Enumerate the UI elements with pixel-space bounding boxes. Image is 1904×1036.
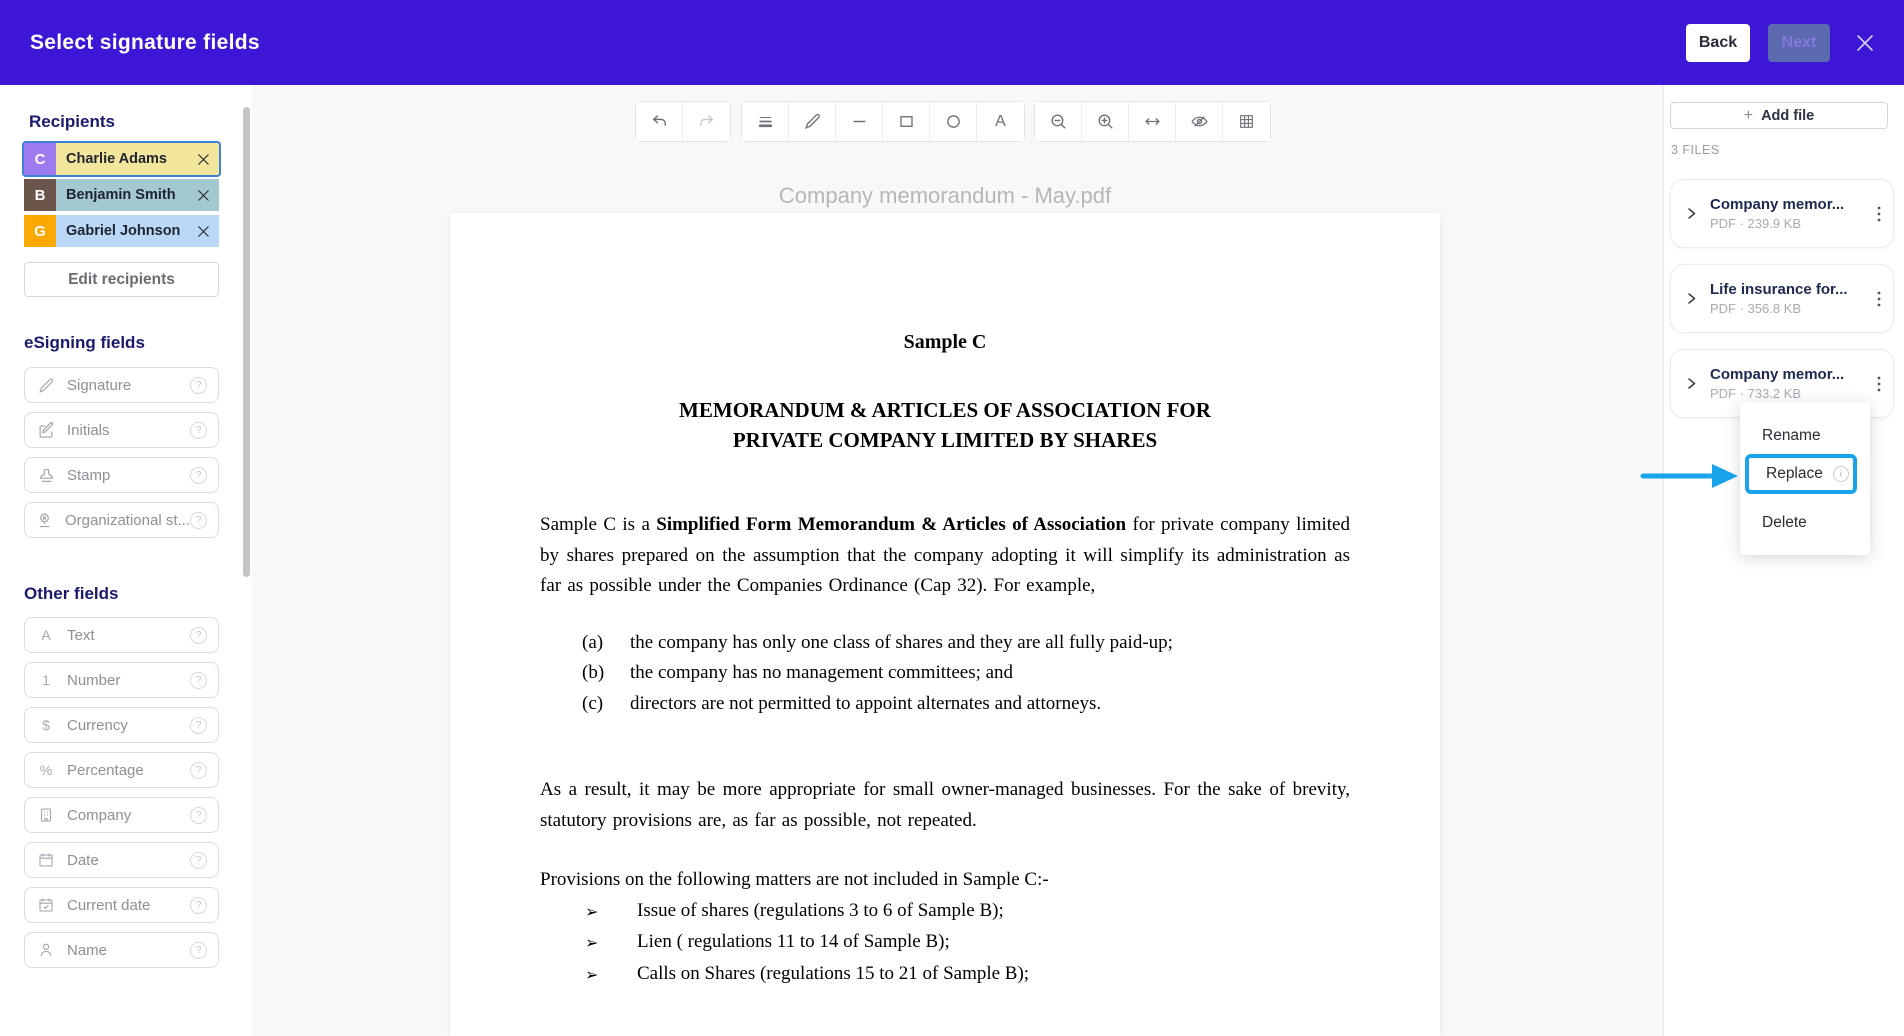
- text-icon: A: [41, 627, 51, 643]
- field-company[interactable]: [24, 797, 219, 833]
- avatar: B: [24, 179, 56, 211]
- stamp-icon: [36, 467, 56, 484]
- percentage-icon: %: [39, 762, 53, 778]
- name-icon: [36, 942, 56, 958]
- remove-recipient-icon[interactable]: [197, 153, 210, 166]
- help-icon[interactable]: ?: [190, 467, 207, 484]
- current-date-icon: [36, 897, 56, 913]
- field-label: Text: [67, 626, 95, 644]
- zoom-in-icon[interactable]: [1082, 102, 1129, 141]
- file-name: Company memor...: [1710, 366, 1845, 383]
- top-bar: [0, 0, 1904, 85]
- topbar-actions: [1686, 24, 1876, 62]
- pencil-icon[interactable]: [789, 102, 836, 141]
- help-icon[interactable]: ?: [190, 807, 207, 824]
- file-card-1[interactable]: [1670, 179, 1894, 248]
- help-icon[interactable]: ?: [190, 942, 207, 959]
- close-icon[interactable]: [1854, 32, 1876, 54]
- file-name: Life insurance for...: [1710, 281, 1848, 298]
- sidebar-scrollbar[interactable]: [243, 107, 250, 577]
- recipient-row-charlie-adams[interactable]: [24, 143, 219, 175]
- pdf-page: [450, 213, 1440, 1036]
- avatar: G: [24, 215, 56, 247]
- field-text[interactable]: [24, 617, 219, 653]
- field-number[interactable]: [24, 662, 219, 698]
- date-icon: [36, 852, 56, 868]
- list-item: (c) directors are not permitted to appoint alternates and attorneys.: [582, 692, 1102, 714]
- redo-icon[interactable]: [683, 102, 730, 141]
- field-currency[interactable]: [24, 707, 219, 743]
- field-label: Date: [67, 851, 99, 869]
- recipient-row-benjamin-smith[interactable]: [24, 179, 219, 211]
- field-name[interactable]: [24, 932, 219, 968]
- bullet-item: ➢ Issue of shares (regulations 3 to 6 of Sample B);: [585, 899, 1004, 921]
- next-button[interactable]: Next: [1768, 24, 1830, 62]
- kebab-menu-icon[interactable]: [1877, 290, 1881, 308]
- bullet-item: ➢ Lien ( regulations 11 to 14 of Sample B);: [585, 931, 950, 952]
- menu-item-rename[interactable]: Rename: [1762, 427, 1821, 444]
- bullet-item: ➢ Calls on Shares (regulations 15 to 21 of Sample B);: [585, 962, 1030, 984]
- currency-icon: $: [42, 717, 50, 733]
- field-percentage[interactable]: [24, 752, 219, 788]
- field-initials[interactable]: [24, 412, 219, 448]
- chevron-right-icon[interactable]: [1684, 376, 1699, 391]
- field-label: Company: [67, 806, 132, 824]
- file-info: [1710, 196, 1877, 231]
- add-file-label: Add file: [1761, 107, 1815, 124]
- help-icon[interactable]: ?: [190, 897, 207, 914]
- ellipse-icon[interactable]: [930, 102, 977, 141]
- field-label: Currency: [67, 716, 128, 734]
- recipient-name: Gabriel Johnson: [66, 223, 181, 239]
- help-icon[interactable]: ?: [190, 422, 207, 439]
- number-icon: 1: [42, 672, 50, 688]
- recipients-list: [24, 143, 252, 247]
- help-icon[interactable]: ?: [190, 672, 207, 689]
- help-icon[interactable]: ?: [190, 762, 207, 779]
- files-panel: [1663, 85, 1904, 1036]
- other-fields-heading: Other fields: [24, 584, 119, 603]
- doc-heading: MEMORANDUM & ARTICLES OF ASSOCIATION FOR PRIVATE COMPANY LIMITED BY SHARES: [679, 398, 1211, 452]
- signature-pencil-icon: [36, 377, 56, 394]
- fit-width-icon[interactable]: [1129, 102, 1176, 141]
- add-file-button[interactable]: [1670, 102, 1888, 129]
- field-organizational-stamp[interactable]: [24, 502, 219, 538]
- company-icon: [36, 807, 56, 823]
- zoom-out-icon[interactable]: [1035, 102, 1082, 141]
- kebab-menu-icon[interactable]: [1877, 205, 1881, 223]
- toolbar-view-group: [1034, 101, 1271, 142]
- file-info: [1710, 281, 1877, 316]
- avatar: C: [24, 143, 56, 175]
- field-label: Name: [67, 941, 108, 959]
- document-canvas: [252, 85, 1663, 1036]
- field-current-date[interactable]: [24, 887, 219, 923]
- recipient-name: Charlie Adams: [66, 151, 167, 167]
- recipients-heading: Recipients: [29, 112, 115, 131]
- help-icon[interactable]: ?: [190, 717, 207, 734]
- page-title: Select signature fields: [30, 30, 260, 54]
- field-label: Organizational st...: [64, 511, 190, 529]
- undo-icon[interactable]: [636, 102, 683, 141]
- file-card-2[interactable]: [1670, 264, 1894, 333]
- field-label: Current date: [67, 896, 151, 914]
- recipients-fields-sidebar: [0, 85, 252, 1036]
- file-meta: PDF · 733.2 KB: [1710, 386, 1802, 401]
- file-info: [1710, 366, 1877, 401]
- help-icon[interactable]: ?: [190, 627, 207, 644]
- doc-paragraph-2: As a result, it may be more appropriate for small owner-managed businesses. For the sake of brevity, statutory provisions are, as far as possible, not repeated.: [540, 779, 1350, 831]
- edit-recipients-button[interactable]: Edit recipients: [24, 262, 219, 297]
- doc-lettered-list: [540, 628, 1350, 720]
- info-icon[interactable]: i: [1833, 466, 1849, 482]
- remove-recipient-icon[interactable]: [197, 189, 210, 202]
- rectangle-icon[interactable]: [883, 102, 930, 141]
- field-signature[interactable]: [24, 367, 219, 403]
- line-icon[interactable]: [836, 102, 883, 141]
- remove-recipient-icon[interactable]: [197, 225, 210, 238]
- field-date[interactable]: [24, 842, 219, 878]
- help-icon[interactable]: ?: [190, 377, 207, 394]
- hide-icon[interactable]: [1176, 102, 1223, 141]
- doc-body: [450, 510, 1440, 990]
- organizational-stamp-icon: [36, 512, 54, 529]
- thickness-icon[interactable]: [742, 102, 789, 141]
- back-button[interactable]: Back: [1686, 24, 1750, 62]
- files-count-label: 3 FILES: [1671, 143, 1720, 157]
- document-title: Company memorandum - May.pdf: [778, 183, 1112, 208]
- field-label: Number: [67, 671, 121, 689]
- esigning-fields-heading: eSigning fields: [24, 333, 145, 352]
- toolbar-annotate-group: [741, 101, 1025, 142]
- grid-icon[interactable]: [1223, 102, 1270, 141]
- field-label: Initials: [67, 421, 110, 439]
- list-item: (a) the company has only one class of shares and they are all fully paid-up;: [582, 631, 1173, 653]
- list-item: (b) the company has no management committees; and: [582, 662, 1014, 683]
- doc-sample-title: Sample C: [903, 331, 987, 353]
- file-meta: PDF · 356.8 KB: [1710, 301, 1802, 316]
- recipient-name: Benjamin Smith: [66, 187, 176, 203]
- doc-paragraph-3: Provisions on the following matters are not included in Sample C:-: [540, 869, 1049, 890]
- menu-item-delete[interactable]: Delete: [1762, 514, 1807, 531]
- doc-paragraph-1: Sample C is a Simplified Form Memorandum & Articles of Association for private company limited by shares prepared on the assumption that the company adopting it will simplify its administration as far as possible under the Companies Ordinance (Cap 32). For example,: [540, 514, 1350, 596]
- chevron-right-icon[interactable]: [1684, 206, 1699, 221]
- file-name: Company memor...: [1710, 196, 1845, 213]
- doc-bullet-list: [540, 896, 1350, 991]
- file-context-menu: [1740, 402, 1870, 555]
- kebab-menu-icon[interactable]: [1877, 375, 1881, 393]
- field-label: Percentage: [67, 761, 144, 779]
- chevron-right-icon[interactable]: [1684, 291, 1699, 306]
- file-meta: PDF · 239.9 KB: [1710, 216, 1802, 231]
- text-a-icon[interactable]: A: [977, 102, 1024, 141]
- field-label: Signature: [67, 376, 132, 394]
- recipient-row-gabriel-johnson[interactable]: [24, 215, 219, 247]
- field-label: Stamp: [67, 466, 111, 484]
- initials-icon: [36, 422, 56, 439]
- help-icon[interactable]: ?: [190, 852, 207, 869]
- field-stamp[interactable]: [24, 457, 219, 493]
- menu-item-replace[interactable]: Replace i: [1745, 454, 1857, 494]
- toolbar-history-group: [635, 101, 731, 142]
- plus-icon: +: [1743, 106, 1754, 124]
- help-icon[interactable]: ?: [190, 512, 207, 529]
